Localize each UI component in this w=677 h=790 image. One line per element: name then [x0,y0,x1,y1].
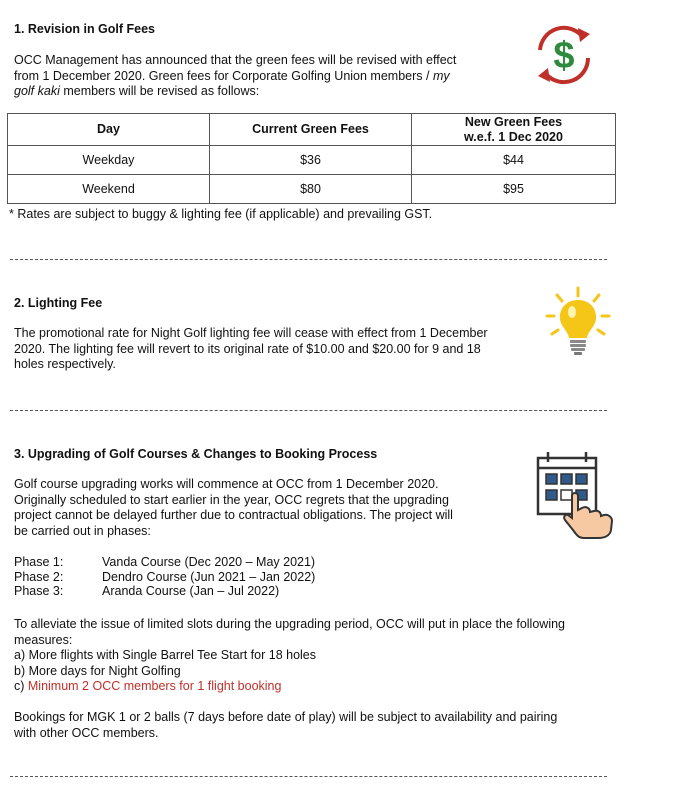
booking-note [14,710,634,741]
section-divider [10,776,607,777]
section3-line: be carried out in phases: [14,523,151,538]
phase-label: Phase 3: [14,584,64,598]
header-new-fees [412,114,616,146]
phase-label: Phase 1: [14,555,64,569]
booking-line: Bookings for MGK 1 or 2 balls (7 days before date of play) will be subject to availability and pairing [14,710,558,724]
cell-day: Weekday [8,146,210,175]
section1-heading: 1. Revision in Golf Fees [14,22,156,36]
section1-line3-italic: golf kaki [14,84,60,98]
measures-intro: measures: [14,632,73,647]
phase-text: Vanda Course (Dec 2020 – May 2021) [102,555,316,569]
section-divider [10,410,607,411]
section2-line: 2020. The lighting fee will revert to its original rate of $10.00 and $20.00 for 9 and 18 [14,341,481,356]
cell-new: $95 [412,175,616,204]
measure-item [14,679,634,695]
phase-text: Aranda Course (Jan – Jul 2022) [102,584,280,598]
table-row [8,175,616,204]
section3-line: Originally scheduled to start earlier in the year, OCC regrets that the upgrading [14,492,449,507]
phase-item [14,555,315,570]
table-header-row [8,114,616,146]
section1-line2 [14,69,504,85]
section2-paragraph [14,326,524,373]
section1-line1: OCC Management has announced that the green fees will be revised with effect [14,53,457,67]
measures-intro: To alleviate the issue of limited slots during the upgrading period, OCC will put in place the following [14,617,565,631]
header-new-fees-line2: w.e.f. 1 Dec 2020 [464,129,563,144]
section1-paragraph [14,53,504,100]
dollar-refresh-icon [528,22,600,86]
rates-note: * Rates are subject to buggy & lighting fee (if applicable) and prevailing GST. [9,207,433,221]
section1-line2-italic: my [432,68,450,83]
booking-line: with other OCC members. [14,725,159,740]
header-day: Day [8,114,210,146]
measure-c-prefix: c) [14,679,28,693]
section1-line3 [14,84,504,100]
measure-item: b) More days for Night Golfing [14,663,181,678]
section1-line2-text: from 1 December 2020. Green fees for Corporate Golfing Union members / [14,68,433,83]
section3-line: project cannot be delayed further due to contractual obligations. The project will [14,508,453,522]
section3-line: Golf course upgrading works will commence at OCC from 1 December 2020. [14,477,439,491]
measure-item: a) More flights with Single Barrel Tee Start for 18 holes [14,648,316,662]
light-bulb-icon [543,286,613,360]
section3-heading: 3. Upgrading of Golf Courses & Changes to Booking Process [14,447,378,461]
phase-text: Dendro Course (Jun 2021 – Jan 2022) [102,569,316,584]
section1-line3-text: members will be revised as follows: [59,84,260,98]
green-fees-table [7,113,616,204]
measures-block [14,617,634,695]
section3-paragraph [14,477,492,539]
calendar-tap-icon [532,448,618,540]
section-divider [10,259,607,260]
section2-heading: 2. Lighting Fee [14,296,103,310]
phases-list [14,555,315,599]
header-new-fees-line1: New Green Fees [464,114,563,129]
cell-new: $44 [412,146,616,175]
phase-label: Phase 2: [14,569,64,584]
section2-line: The promotional rate for Night Golf lighting fee will cease with effect from 1 December [14,326,488,340]
cell-current: $80 [210,175,412,204]
header-current-fees: Current Green Fees [210,114,412,146]
cell-day: Weekend [8,175,210,204]
svg-text:$: $ [553,35,575,77]
table-row [8,146,616,175]
section2-line: holes respectively. [14,357,116,371]
phase-item [14,584,315,599]
phase-item [14,570,315,585]
measure-c-highlight: Minimum 2 OCC members for 1 flight booking [27,679,282,693]
cell-current: $36 [210,146,412,175]
